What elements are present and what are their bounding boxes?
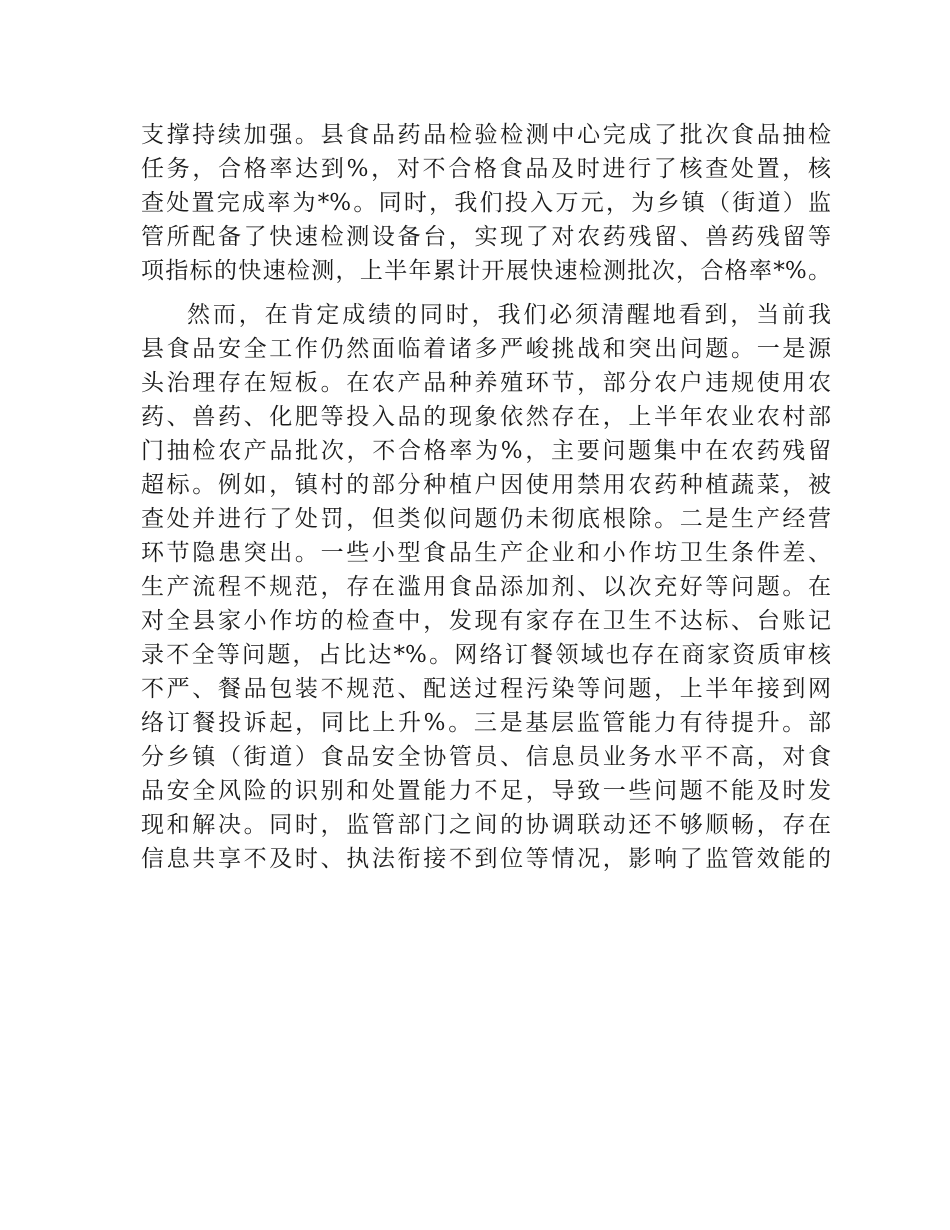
text-line: 生产流程不规范，存在滥用食品添加剂、以次充好等问题。在 <box>141 574 831 600</box>
text-line: 任务，合格率达到%，对不合格食品及时进行了核查处置，核 <box>141 156 831 182</box>
text-line: 门抽检农产品批次，不合格率为%，主要问题集中在农药残留 <box>141 438 831 464</box>
text-line: 查处置完成率为*%。同时，我们投入万元，为乡镇（街道）监 <box>141 190 831 216</box>
text-line: 支撑持续加强。县食品药品检验检测中心完成了批次食品抽检 <box>141 122 831 148</box>
text-line: 现和解决。同时，监管部门之间的协调联动还不够顺畅，存在 <box>141 812 831 838</box>
text-line: 络订餐投诉起，同比上升%。三是基层监管能力有待提升。部 <box>141 710 831 736</box>
text-line: 超标。例如，镇村的部分种植户因使用禁用农药种植蔬菜，被 <box>141 472 831 498</box>
text-line: 县食品安全工作仍然面临着诸多严峻挑战和突出问题。一是源 <box>141 336 831 362</box>
text-line: 品安全风险的识别和处置能力不足，导致一些问题不能及时发 <box>141 778 831 804</box>
text-line: 分乡镇（街道）食品安全协管员、信息员业务水平不高，对食 <box>141 744 831 770</box>
text-line: 管所配备了快速检测设备台，实现了对农药残留、兽药残留等 <box>141 224 831 250</box>
text-line: 对全县家小作坊的检查中，发现有家存在卫生不达标、台账记 <box>141 608 831 634</box>
text-line: 录不全等问题，占比达*%。网络订餐领域也存在商家资质审核 <box>141 642 831 668</box>
text-line: 头治理存在短板。在农产品种养殖环节，部分农户违规使用农 <box>141 370 831 396</box>
paragraph-1 <box>141 118 831 288</box>
text-line: 药、兽药、化肥等投入品的现象依然存在，上半年农业农村部 <box>141 404 831 430</box>
document-body <box>141 118 831 876</box>
text-line: 环节隐患突出。一些小型食品生产企业和小作坊卫生条件差、 <box>141 540 831 566</box>
paragraph-2 <box>141 298 831 876</box>
text-line: 查处并进行了处罚，但类似问题仍未彻底根除。二是生产经营 <box>141 506 831 532</box>
text-line: 信息共享不及时、执法衔接不到位等情况，影响了监管效能的 <box>141 846 831 872</box>
text-line: 项指标的快速检测，上半年累计开展快速检测批次，合格率*%。 <box>141 258 831 284</box>
text-line: 不严、餐品包装不规范、配送过程污染等问题，上半年接到网 <box>141 676 831 702</box>
text-line: 然而，在肯定成绩的同时，我们必须清醒地看到，当前我 <box>187 302 831 328</box>
